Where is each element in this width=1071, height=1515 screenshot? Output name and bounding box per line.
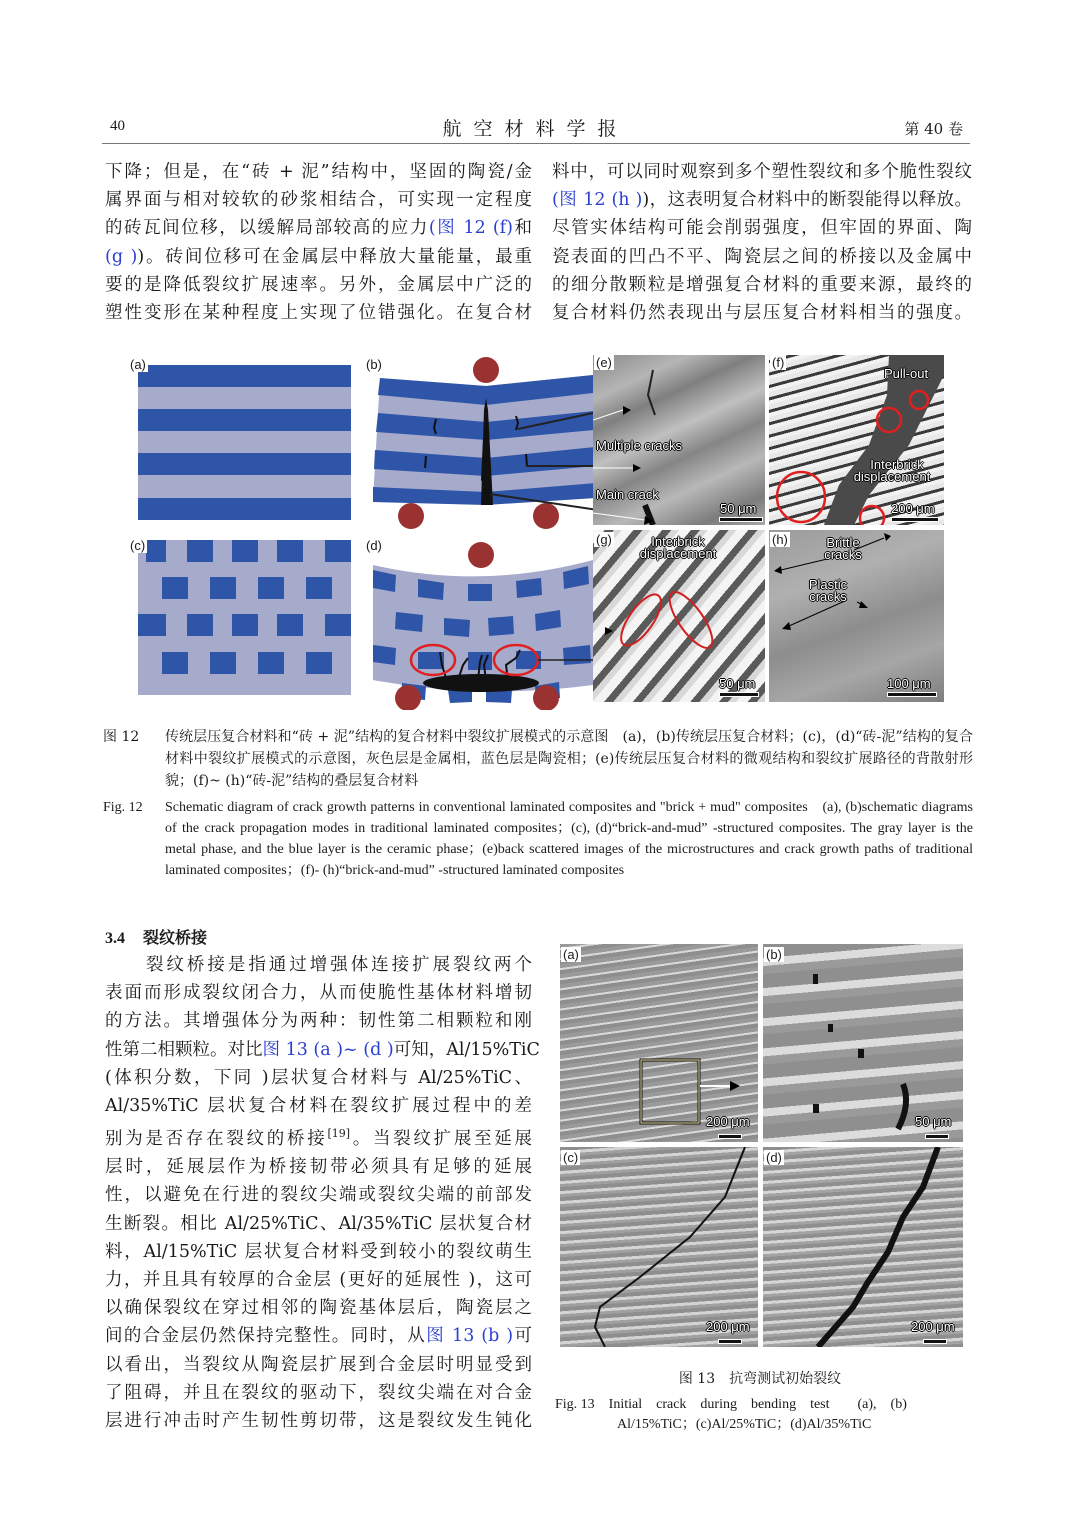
label-main-crack: Main crack bbox=[596, 487, 659, 502]
text-segment: 可 bbox=[513, 1326, 532, 1347]
text-line: 尽管实体结构可能会削弱强度，但牢固的界面、陶 bbox=[552, 218, 972, 239]
label-plastic-1: Plastic bbox=[808, 577, 848, 592]
figure-13-caption-cn: 图 13 抗弯测试初始裂纹 bbox=[678, 1371, 842, 1387]
panel-label-d: (d) bbox=[366, 538, 382, 553]
figure-reference-link[interactable]: 图 13 (a )~ (d ) bbox=[262, 1039, 394, 1060]
label-plastic-2: cracks bbox=[809, 589, 847, 604]
text-line: Al/35%TiC 层状复合材料在裂纹扩展过程中的差 bbox=[105, 1096, 532, 1117]
fig13-scale-label-c: 200 μm bbox=[706, 1319, 750, 1334]
text-line: 裂纹桥接是指通过增强体连接扩展裂纹两个 bbox=[105, 955, 532, 975]
label-interbrick-f-2: displacement bbox=[853, 469, 931, 484]
scale-bar-g bbox=[719, 692, 759, 697]
text-line: 力，并且具有较厚的合金层 (更好的延展性 )，这可 bbox=[105, 1270, 532, 1291]
label-multiple-cracks: Multiple cracks bbox=[596, 438, 682, 453]
fig13-scale-bar-d bbox=[923, 1339, 947, 1344]
panel-label-e: (e) bbox=[596, 355, 612, 370]
text-line: 属界面与相对较软的砂浆相结合，可实现一定程度 bbox=[105, 190, 532, 211]
scale-label-f: 200 μm bbox=[891, 501, 935, 516]
fig13-panel-a-sem-image bbox=[560, 944, 758, 1142]
text-segment: 。当裂纹扩展至延展 bbox=[350, 1129, 533, 1150]
caption-body-en: Schematic diagram of crack growth patterns in conventional laminated composites and "brick + mud" composites (a), (b)schematic diagrams of the crack propagation modes in traditional laminated composites；(c), (d)“brick-and-mud” -structured composites. The gray layer is the metal phase, and the blue layer is the ceramic phase；(e)back scattered images of the microstructures and crack growth paths of traditional laminated composites；(f)- (h)“brick-and-mud” -structured laminated composites bbox=[165, 800, 973, 878]
panel-label-b: (b) bbox=[366, 357, 382, 372]
text-line: 复合材料仍然表现出与层压复合材料相当的强度。 bbox=[552, 303, 972, 324]
text-line: 层进行冲击时产生韧性剪切带，这是裂纹发生钝化 bbox=[105, 1411, 532, 1432]
label-brittle-1: Brittle bbox=[826, 535, 860, 550]
fig13-panel-label-c: (c) bbox=[563, 1150, 579, 1165]
body-text-column-2-top bbox=[552, 158, 972, 327]
fig13-scale-label-b: 50 μm bbox=[915, 1114, 952, 1129]
text-segment: 可知，Al/15%TiC bbox=[393, 1039, 540, 1060]
scale-label-e: 50 μm bbox=[720, 501, 757, 516]
section-number: 3.4 bbox=[105, 930, 125, 947]
thin-crack-graphic bbox=[560, 1147, 758, 1347]
citation[interactable]: [19] bbox=[327, 1127, 351, 1141]
brick-mud-bending-graphic bbox=[368, 530, 598, 710]
text-line bbox=[105, 243, 532, 271]
panel-c-brick-mud-schematic bbox=[138, 540, 351, 695]
fig13-panel-label-d: (d) bbox=[766, 1150, 782, 1165]
panel-f-sem-image bbox=[769, 355, 944, 525]
text-line bbox=[105, 214, 532, 242]
scale-bar-f bbox=[891, 517, 939, 522]
scale-label-h: 100 μm bbox=[887, 676, 931, 691]
figure-reference-link[interactable]: 图 13 (b ) bbox=[426, 1326, 514, 1347]
label-brittle-2: cracks bbox=[824, 547, 862, 562]
fig13-scale-bar-a bbox=[718, 1134, 742, 1139]
panel-b-laminated-bending bbox=[368, 350, 598, 530]
figure-13 bbox=[560, 944, 963, 1347]
volume-label: 第 40 卷 bbox=[904, 120, 963, 138]
panel-label-g: (g) bbox=[596, 532, 612, 547]
body-text-column-1-top bbox=[105, 158, 532, 327]
figure-13-caption-en-line-2: Al/15%TiC；(c)Al/25%TiC；(d)Al/35%TiC bbox=[617, 1417, 872, 1432]
text-line bbox=[552, 186, 972, 214]
figure-12-caption-cn bbox=[103, 726, 973, 792]
text-line: 要的是降低裂纹扩展速率。另外，金属层中广泛的 bbox=[105, 274, 532, 295]
fig13-panel-label-a: (a) bbox=[563, 947, 579, 962]
page-number: 40 bbox=[110, 118, 125, 134]
text-line bbox=[105, 1322, 532, 1350]
scale-bar-h bbox=[887, 692, 937, 697]
text-line: 了阻碍，并且在裂纹的驱动下，裂纹尖端在对合金 bbox=[105, 1382, 532, 1403]
crack-voids-graphic bbox=[763, 944, 963, 1142]
panel-label-a: (a) bbox=[130, 357, 146, 372]
text-segment: 间的合金层仍然保持完整性。同时，从 bbox=[105, 1326, 427, 1347]
text-line: 料中，可以同时观察到多个塑性裂纹和多个脆性裂纹 bbox=[552, 162, 972, 182]
panel-a-laminated-schematic bbox=[138, 365, 351, 520]
figure-13-caption-en bbox=[555, 1395, 970, 1435]
wide-crack-graphic bbox=[763, 1147, 963, 1347]
panel-h-sem-image bbox=[769, 530, 944, 702]
figure-12-caption-en bbox=[103, 797, 973, 881]
text-segment: )，这表明复合材料中的断裂能得以释放。 bbox=[642, 190, 972, 211]
panel-g-sem-image bbox=[593, 530, 765, 702]
header-rule bbox=[102, 143, 970, 144]
scale-label-g: 50 μm bbox=[719, 676, 756, 691]
text-line: 层时，延展层作为桥接韧带必须具有足够的延展 bbox=[105, 1157, 532, 1178]
journal-title: 航空材料学报 bbox=[442, 118, 629, 140]
section-title: 裂纹桥接 bbox=[143, 928, 208, 947]
laminated-layers-graphic bbox=[138, 365, 351, 520]
caption-number-cn: 图 12 bbox=[103, 729, 140, 745]
figure-reference-link[interactable]: (图 12 (f) bbox=[428, 218, 513, 239]
text-segment: 和 bbox=[512, 218, 533, 239]
scale-bar-e bbox=[719, 517, 763, 522]
panel-label-c: (c) bbox=[130, 538, 146, 553]
fig13-scale-label-a: 200 μm bbox=[706, 1114, 750, 1129]
text-line: 的细分散颗粒是增强复合材料的重要来源，最终的 bbox=[552, 274, 972, 295]
zoom-box-graphic bbox=[560, 944, 758, 1142]
fig13-panel-label-b: (b) bbox=[766, 947, 782, 962]
fig13-panel-c-sem-image bbox=[560, 1147, 758, 1347]
label-interbrick-f-1: Interbrick bbox=[870, 457, 924, 472]
panel-d-brick-mud-bending bbox=[368, 530, 598, 710]
text-line: 瓷表面的凹凸不平、陶瓷层之间的桥接以及金属中 bbox=[552, 246, 972, 267]
laminated-bending-graphic bbox=[368, 350, 598, 530]
figure-reference-link[interactable]: (图 12 (h ) bbox=[552, 190, 643, 211]
caption-number-en: Fig. 12 bbox=[103, 800, 143, 815]
panel-label-h: (h) bbox=[772, 532, 788, 547]
label-interbrick-g-2: displacement bbox=[639, 546, 717, 561]
figure-13-caption-en-line-1: Fig. 13 Initial crack during bending test (a), (b) bbox=[555, 1397, 907, 1412]
text-line: (体积分数，下同 )层状复合材料与 Al/25%TiC、 bbox=[105, 1067, 532, 1088]
figure-12 bbox=[128, 350, 948, 710]
fig13-scale-label-d: 200 μm bbox=[911, 1319, 955, 1334]
text-line bbox=[105, 1036, 540, 1064]
fig13-panel-b-sem-image bbox=[763, 944, 963, 1142]
text-line: 性，以避免在行进的裂纹尖端或裂纹尖端的前部发 bbox=[105, 1185, 532, 1206]
text-line: 生断裂。相比 Al/25%TiC、Al/35%TiC 层状复合材 bbox=[105, 1213, 532, 1234]
text-line: 下降；但是，在“砖 + 泥”结构中，坚固的陶瓷/金 bbox=[105, 162, 532, 182]
body-text-column-1-bottom bbox=[105, 951, 540, 1435]
text-line: 表面而形成裂纹闭合力，从而使脆性基体材料增韧 bbox=[105, 983, 532, 1004]
figure-reference-link[interactable]: (g ) bbox=[105, 246, 138, 267]
text-segment: )。砖间位移可在金属层中释放大量能量，最重 bbox=[137, 246, 533, 267]
text-line: 塑性变形在某种程度上实现了位错强化。在复合材 bbox=[105, 303, 532, 324]
text-line: 以看出，当裂纹从陶瓷层扩展到合金层时明显受到 bbox=[105, 1354, 532, 1375]
text-segment: 的砖瓦间位移，以缓解局部较高的应力 bbox=[105, 218, 429, 239]
panel-label-f: (f) bbox=[772, 355, 785, 370]
fig13-panel-d-sem-image bbox=[763, 1147, 963, 1347]
text-line: 的方法。其增强体分为两种：韧性第二相颗粒和刚 bbox=[105, 1011, 532, 1032]
brick-mud-graphic bbox=[138, 540, 351, 695]
text-segment: 性第二相颗粒。对比 bbox=[105, 1039, 263, 1060]
section-heading bbox=[105, 925, 207, 948]
label-pull-out: Pull-out bbox=[884, 366, 929, 381]
text-line bbox=[105, 1120, 532, 1153]
label-interbrick-g-1: Interbrick bbox=[651, 534, 705, 549]
panel-e-sem-image bbox=[593, 355, 765, 525]
text-segment: 别为是否存在裂纹的桥接 bbox=[105, 1129, 328, 1150]
fig13-scale-bar-c bbox=[718, 1339, 742, 1344]
fig13-scale-bar-b bbox=[925, 1134, 949, 1139]
text-line: 料，Al/15%TiC 层状复合材料受到较小的裂纹萌生 bbox=[105, 1241, 532, 1262]
caption-body-cn: 传统层压复合材料和“砖 + 泥”结构的复合材料中裂纹扩展模式的示意图 (a)，(b)传统层压复合材料；(c)，(d)“砖-泥”结构的复合材料中裂纹扩展模式的示意图，灰色层是金属相，蓝色层是陶瓷相；(e)传统层压复合材料的微观结构和裂纹扩展路径的背散射形貌；(f)~ (h)“砖-泥”结构的叠层复合材料 bbox=[165, 729, 973, 789]
text-line: 以确保裂纹在穿过相邻的陶瓷基体层后，陶瓷层之 bbox=[105, 1298, 532, 1319]
